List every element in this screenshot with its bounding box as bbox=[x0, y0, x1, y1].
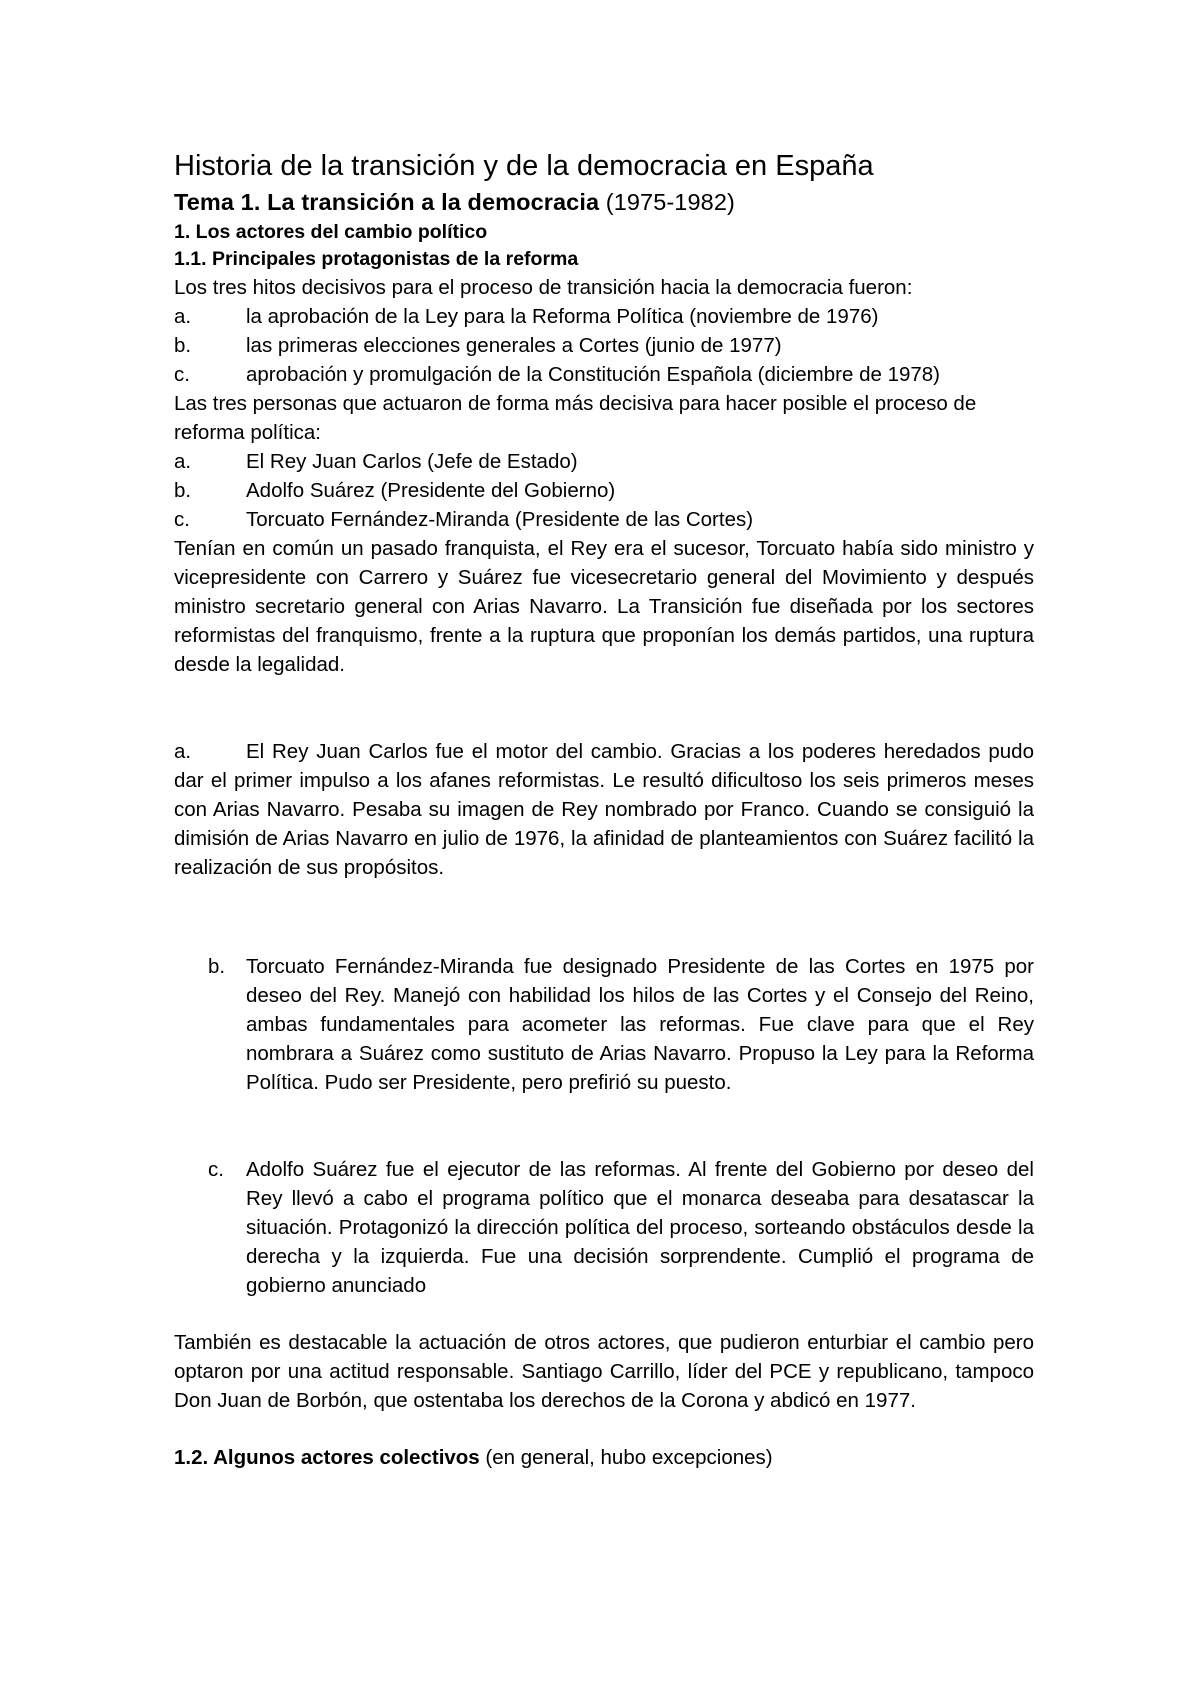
list-item bbox=[174, 505, 1034, 534]
detail-rey-text: El Rey Juan Carlos fue el motor del cambio. Gracias a los poderes heredados pudo dar el primer impulso a los afanes reformistas. Le resultó dificultoso los seis primeros meses con Arias Navarro. Pesaba su imagen de Rey nombrado por Franco. Cuando se consiguió la dimisión de Arias Navarro en julio de 1976, la afinidad de planteamientos con Suárez facilitó la realización de sus propósitos. bbox=[174, 740, 1034, 879]
section-1-2-title: 1.2. Algunos actores colectivos bbox=[174, 1446, 480, 1469]
list-text: El Rey Juan Carlos (Jefe de Estado) bbox=[246, 450, 578, 473]
list-item bbox=[174, 360, 1034, 389]
detail-torcuato bbox=[208, 952, 1034, 1097]
list-text: la aprobación de la Ley para la Reforma Política (noviembre de 1976) bbox=[246, 305, 879, 328]
list-item bbox=[174, 302, 1034, 331]
section-1-1-heading: 1.1. Principales protagonistas de la reforma bbox=[174, 248, 579, 270]
list-marker: c. bbox=[174, 508, 190, 531]
list-item bbox=[174, 447, 1034, 476]
list-text: Adolfo Suárez (Presidente del Gobierno) bbox=[246, 479, 616, 502]
detail-suarez bbox=[208, 1155, 1034, 1300]
topic-heading-years: (1975-1982) bbox=[605, 189, 735, 215]
pasado-paragraph: Tenían en común un pasado franquista, el Rey era el sucesor, Torcuato había sido ministro y vicepresidente con Carrero y Suárez fue vicesecretario general del Movimiento y después ministro secretario general con Arias Navarro. La Transición fue diseñada por los sectores reformistas del franquismo, frente a la ruptura que proponían los demás partidos, una ruptura desde la legalidad. bbox=[174, 537, 1034, 676]
list-item bbox=[174, 331, 1034, 360]
topic-heading-text: Tema 1. La transición a la democracia bbox=[174, 189, 600, 215]
hitos-intro: Los tres hitos decisivos para el proceso de transición hacia la democracia fueron: bbox=[174, 276, 913, 299]
section-1-2-note: (en general, hubo excepciones) bbox=[479, 1446, 773, 1469]
list-marker: a. bbox=[174, 305, 192, 328]
hitos-list bbox=[174, 302, 1034, 389]
section-1-heading: 1. Los actores del cambio político bbox=[174, 221, 488, 243]
list-marker: b. bbox=[174, 334, 192, 357]
spacer bbox=[174, 1415, 1034, 1443]
personas-intro: Las tres personas que actuaron de forma más decisiva para hacer posible el proceso de reforma política: bbox=[174, 392, 977, 444]
document-title: Historia de la transición y de la democracia en España bbox=[174, 150, 874, 182]
spacer bbox=[174, 1097, 1034, 1155]
list-marker: c. bbox=[174, 363, 190, 386]
list-text: aprobación y promulgación de la Constitución Española (diciembre de 1978) bbox=[246, 363, 940, 386]
section-1-2-heading bbox=[174, 1443, 1034, 1472]
list-marker: b. bbox=[208, 955, 226, 978]
otros-paragraph: También es destacable la actuación de otros actores, que pudieron enturbiar el cambio pero optaron por una actitud responsable. Santiago Carrillo, líder del PCE y republicano, tampoco Don Juan de Borbón, que ostentaba los derechos de la Corona y abdicó en 1977. bbox=[174, 1331, 1034, 1412]
list-text: Torcuato Fernández-Miranda (Presidente de las Cortes) bbox=[246, 508, 754, 531]
list-item bbox=[174, 476, 1034, 505]
personas-list bbox=[174, 447, 1034, 534]
topic-heading bbox=[174, 186, 1034, 219]
document-page bbox=[174, 146, 1034, 1472]
list-marker: a. bbox=[174, 740, 192, 763]
detail-text: Torcuato Fernández-Miranda fue designado Presidente de las Cortes en 1975 por deseo del Rey. Manejó con habilidad los hilos de las Cortes y el Consejo del Reino, ambas fundamentales para acometer las reformas. Fue clave para que el Rey nombrara a Suárez como sustituto de Arias Navarro. Propuso la Ley para la Reforma Política. Pudo ser Presidente, pero prefirió su puesto. bbox=[246, 955, 1034, 1094]
spacer bbox=[174, 882, 1034, 952]
list-marker: a. bbox=[174, 450, 192, 473]
list-marker: c. bbox=[208, 1158, 224, 1181]
spacer bbox=[174, 1300, 1034, 1328]
list-marker: b. bbox=[174, 479, 192, 502]
spacer bbox=[174, 679, 1034, 737]
list-text: las primeras elecciones generales a Cortes (junio de 1977) bbox=[246, 334, 782, 357]
detail-text: Adolfo Suárez fue el ejecutor de las reformas. Al frente del Gobierno por deseo del Rey llevó a cabo el programa político que el monarca deseaba para desatascar la situación. Protagonizó la dirección política del proceso, sorteando obstáculos desde la derecha y la izquierda. Fue una decisión sorprendente. Cumplió el programa de gobierno anunciado bbox=[246, 1158, 1034, 1297]
